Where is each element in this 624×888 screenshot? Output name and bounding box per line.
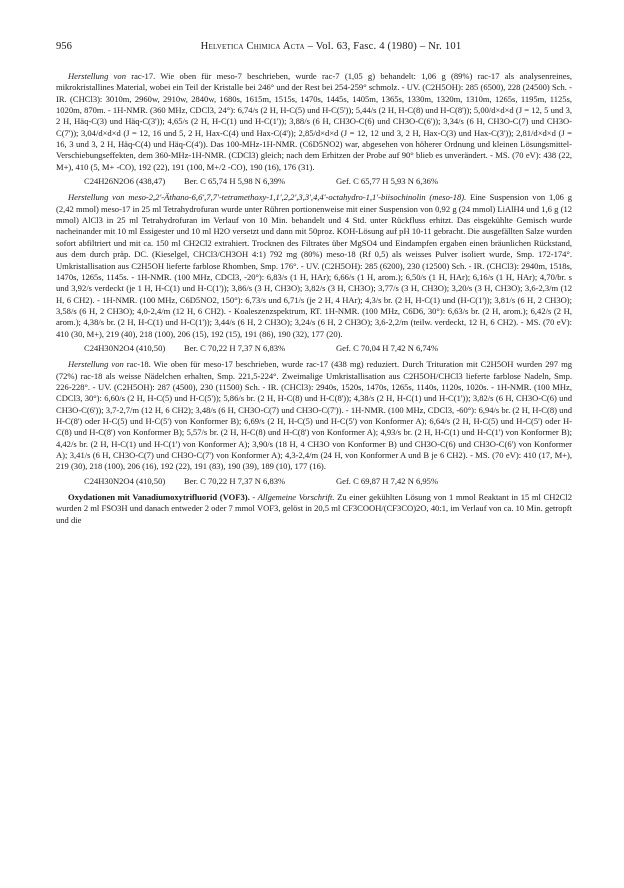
journal-title-line — [90, 40, 572, 54]
analysis-calculated: Ber. C 70,22 H 7,37 N 6,83% — [184, 475, 286, 486]
section-meso18 — [56, 192, 572, 339]
page-number: 956 — [56, 41, 72, 52]
running-header — [56, 40, 572, 54]
analysis-calculated: Ber. C 70,22 H 7,37 N 6,83% — [184, 342, 286, 353]
section-heading-compound: rac-18. — [123, 359, 151, 370]
analysis-calculated: Ber. C 65,74 H 5,98 N 6,39% — [184, 176, 286, 187]
section-subheading: - Allgemeine Vorschrift. — [249, 492, 335, 503]
analysis-found: Gef. C 69,87 H 7,42 N 6,95% — [336, 475, 439, 486]
journal-page — [56, 40, 572, 526]
elemental-analysis — [84, 343, 572, 354]
section-body: Zu einer gekühlten Lösung von 1 mmol Reaktant in 15 ml CH2Cl2 wurden 2 ml FSO3H und danach entweder 2 oder 7 mmol VOF3, gelöst in 20,5 ml CF3COOH/(CF3CO)2O, 40:1, im Verlauf von ca. 10 Min. getropft und die — [56, 492, 572, 525]
section-body: Eine Suspension von 1,06 g (2,42 mmol) meso-17 in 25 ml Tetrahydrofuran wurde unter Rühren portionenweise mit einer Suspension von 0,92 g (24 mmol) LiAlH4 und 1,6 g (12 mmol) AlCl3 in 25 ml Tetrahydrofuran im Verlauf von 10 Min. behandelt und 4 Std. unter Rückfluss erhitzt. Das eisgekühlte Gemisch wurde nacheinander mit 10 ml Essigester und 10 ml H2O versetzt und dann mit 50proz. KOH-Lösung auf pH 10-11 gebracht. Die ausgefällten Salze wurden sofort abfiltriert und mit ca. 150 ml CH2Cl2 extrahiert. Trocknen des Filtrates über MgSO4 und Eindampfen ergaben einen bräunlichen Rückstand, aus dem durch präp. DC. (Kieselgel, CHCl3/CH3OH 4:1) 792 mg (80%) meso-18 (Rf 0,5) als weisses Pulver isoliert wurde, Smp. 172-174°. Umkristallisation aus C2H5OH lieferte farblose Rhomben, Smp. 176°. - UV. (C2H5OH): 285 (6200), 230 (12500) Sch. - IR. (CHCl3): 2940m, 1518s, 1470s, 1265s, 1145s. - 1H-NMR. (100 MHz, CDCl3, -20°): 6,83/s (1 H, HAr); 6,66/s (1 H, arom.); 6,50/s (1 H, HAr); 6,16/s (1 H, HAr); 4,70/br. s und 3,92/s verdeckt (je 1 H, H-C(1) und H-C(1')); 3,86/s (3 H, CH3O); 3,82/s (3 H, CH3O); 3,77/s (3 H, CH3O); 3,20/s (3 H, CH3O); 3,6-2,3/m (12 H, 6 CH2). - 1H-NMR. (100 MHz, C6D5NO2, 150°): 6,73/s und 6,71/s (je 2 H, 4 HAr); 4,3/s br. (2 H, H-C(1) und (H-C(1')); 3,81/s (6 H, 2 CH3O); 3,58/s (6 H, 2 CH3O); 4,0-2,4/m (12 H, 6 CH2). - Koaleszenzspektrum, RT. 1H-NMR. (100 MHz, C6D6, 30°): 6,63/s br. (2 H, arom.); 6,42/s (2 H, arom.); 4,38/s br. (2 H, H-C(1) und H-C(1')); 3,44/s (6 H, 2 CH3O); 3,24/s (6 H, 2 CH3O); 3,6-2,2/m (teilw. verdeckt, 12 H, 6 CH2). - MS. (70 eV): 410 (30, M+), 219 (40), 218 (100), 206 (15), 192 (15), 191 (86), 190 (32), 177 (20). — [56, 192, 572, 339]
journal-name: Helvetica Chimica Acta — [200, 41, 305, 52]
elemental-analysis — [84, 476, 572, 487]
section-oxidation — [56, 492, 572, 526]
analysis-found: Gef. C 70,04 H 7,42 N 6,74% — [336, 342, 439, 353]
section-heading: Herstellung von — [68, 192, 125, 203]
section-heading-compound: meso-2,2'-Äthano-6,6',7,7'-tetramethoxy-1,1',2,2',3,3',4,4'-octahydro-1,1'-biisochinolin (meso-18). — [124, 192, 467, 203]
section-rac18 — [56, 359, 572, 472]
section-heading: Herstellung von — [68, 71, 126, 81]
analysis-formula: C24H26N2O6 (438,47) — [84, 176, 166, 187]
section-rac17 — [56, 71, 572, 173]
elemental-analysis — [84, 176, 572, 187]
section-body: Wie oben für meso-17 beschrieben, wurde rac-17 (438 mg) reduziert. Durch Trituration mit C2H5OH wurden 297 mg (72%) rac-18 als weisse Nädelchen erhalten, Smp. 221,5-224°. Zweimalige Umkristallisation aus C2H5OH/CHCl3 lieferte farblose Nadeln, Smp. 226-228°. - UV. (C2H5OH): 287 (4500), 230 (11500) Sch. - IR. (CHCl3): 2940s, 1520s, 1470s, 1265s, 1140s, 1120s, 1020s. - 1H-NMR. (100 MHz, CDCl3, 30°): 6,60/s (2 H, H-C(5) und H-C(5')); 5,86/s br. (2 H, H-C(8) und H-C(8')); 4,38/s (2 H, H-C(1) und H-C(1')); 3,82/s (6 H, CH3O-C(6) und CH3O-C(6')); 3,7-2,7/m (12 H, 6 CH2); 3,48/s (6 H, CH3O-C(7) und CH3O-C(7')). - 1H-NMR. (100 MHz, CDCl3, -60°): 6,94/s br. (2 H, H-C(8) und H-C(8') oder H-C(5) und H-C(5') von Konformer B); 6,69/s (2 H, H-C(5) und H-C(5') von Konformer A); 6,64/s (2 H, H-C(5) und H-C(5') oder H-C(8) und H-C(8') von Konformer B); 5,57/s br. (2 H, H-C(8) und H-C(8') von Konformer A); 4,93/s br. (2 H, H-C(1) und H-C(1') von Konformer B); 4,42/s br. (2 H, H-C(1) und H-C(1') von Konformer A); 3,90/s (18 H, 4 CH3O von Konformer B) und CH3O-C(6) und CH3O-C(6') von Konformer A); 3,41/s (6 H, CH3O-C(7) und CH3O-C(7') von Konformer A); 4,3-2,4/m (24 H, von Konformer A und B je 6 CH2). - MS. (70 eV): 410 (17, M+), 219 (30), 218 (100), 206 (16), 192 (22), 191 (83), 190 (39), 189 (10), 177 (16). — [56, 359, 572, 472]
analysis-formula: C24H30N2O4 (410,50) — [84, 475, 166, 486]
section-heading-compound: rac-17. — [125, 71, 156, 81]
section-body: Wie oben für meso-7 beschrieben, wurde rac-7 (1,05 g) behandelt: 1,06 g (89%) rac-17 als analysenreines, mikrokristallines Material, wobei ein Teil der Kristalle bei 246° und der Rest bei 254-259° schmolz. - UV. (C2H5OH): 285 (6500), 228 (24500) Sch. - IR. (CHCl3): 3010m, 2960w, 2910w, 2840w, 1680s, 1615m, 1515s, 1470s, 1445s, 1405m, 1365s, 1330m, 1320m, 1310m, 1265s, 1195m, 1125s, 1020m, 870m. - 1H-NMR. (360 MHz, CDCl3, 24°): 6,74/s (2 H, H-C(5) und H-C(5')); 5,44/s (2 H, H-C(8) und H-C(8')); 5,00/d×d×d (J = 12, 5 und 3, 2 H, Häq-C(3) und Häq-C(3')); 4,65/s (2 H, H-C(1) und H-C(1')); 3,88/s (6 H, CH3O-C(6) und CH3O-C(6')); 3,34/s (6 H, CH3O-C(7) und CH3O-C(7')); 3,04/d×d×d (J = 12, 16 und 5, 2 H, Hax-C(4) und Hax-C(4')); 2,85/d×d×d (J = 12, 12 und 3, 2 H, Hax-C(3) und Hax-C(3')); 2,81/d×d×d (J = 16, 3 und 3, 2 H, Häq-C(4) und Häq-C(4')). Das 100-MHz-1H-NMR. (C6D5NO2) war, abgesehen von höherer Ordnung und kleinen Lösungsmittel-Verschiebungseffekten, dem 360-MHz-1H-NMR. (CDCl3) gleich; nach dem Erhitzen der Probe auf 90° blieb es unverändert. - MS. (70 eV): 438 (22, M+), 410 (5, M+ -CO), 192 (22), 191 (100, M+/2 -CO), 190 (16), 176 (31). — [56, 71, 572, 172]
section-heading: Herstellung von — [68, 359, 124, 370]
journal-issue: – Vol. 63, Fasc. 4 (1980) – Nr. 101 — [304, 41, 462, 52]
analysis-formula: C24H30N2O4 (410,50) — [84, 342, 166, 353]
section-heading: Oxydationen mit Vanadiumoxytrifluorid (VOF3). — [68, 492, 250, 503]
analysis-found: Gef. C 65,77 H 5,93 N 6,36% — [336, 176, 439, 187]
